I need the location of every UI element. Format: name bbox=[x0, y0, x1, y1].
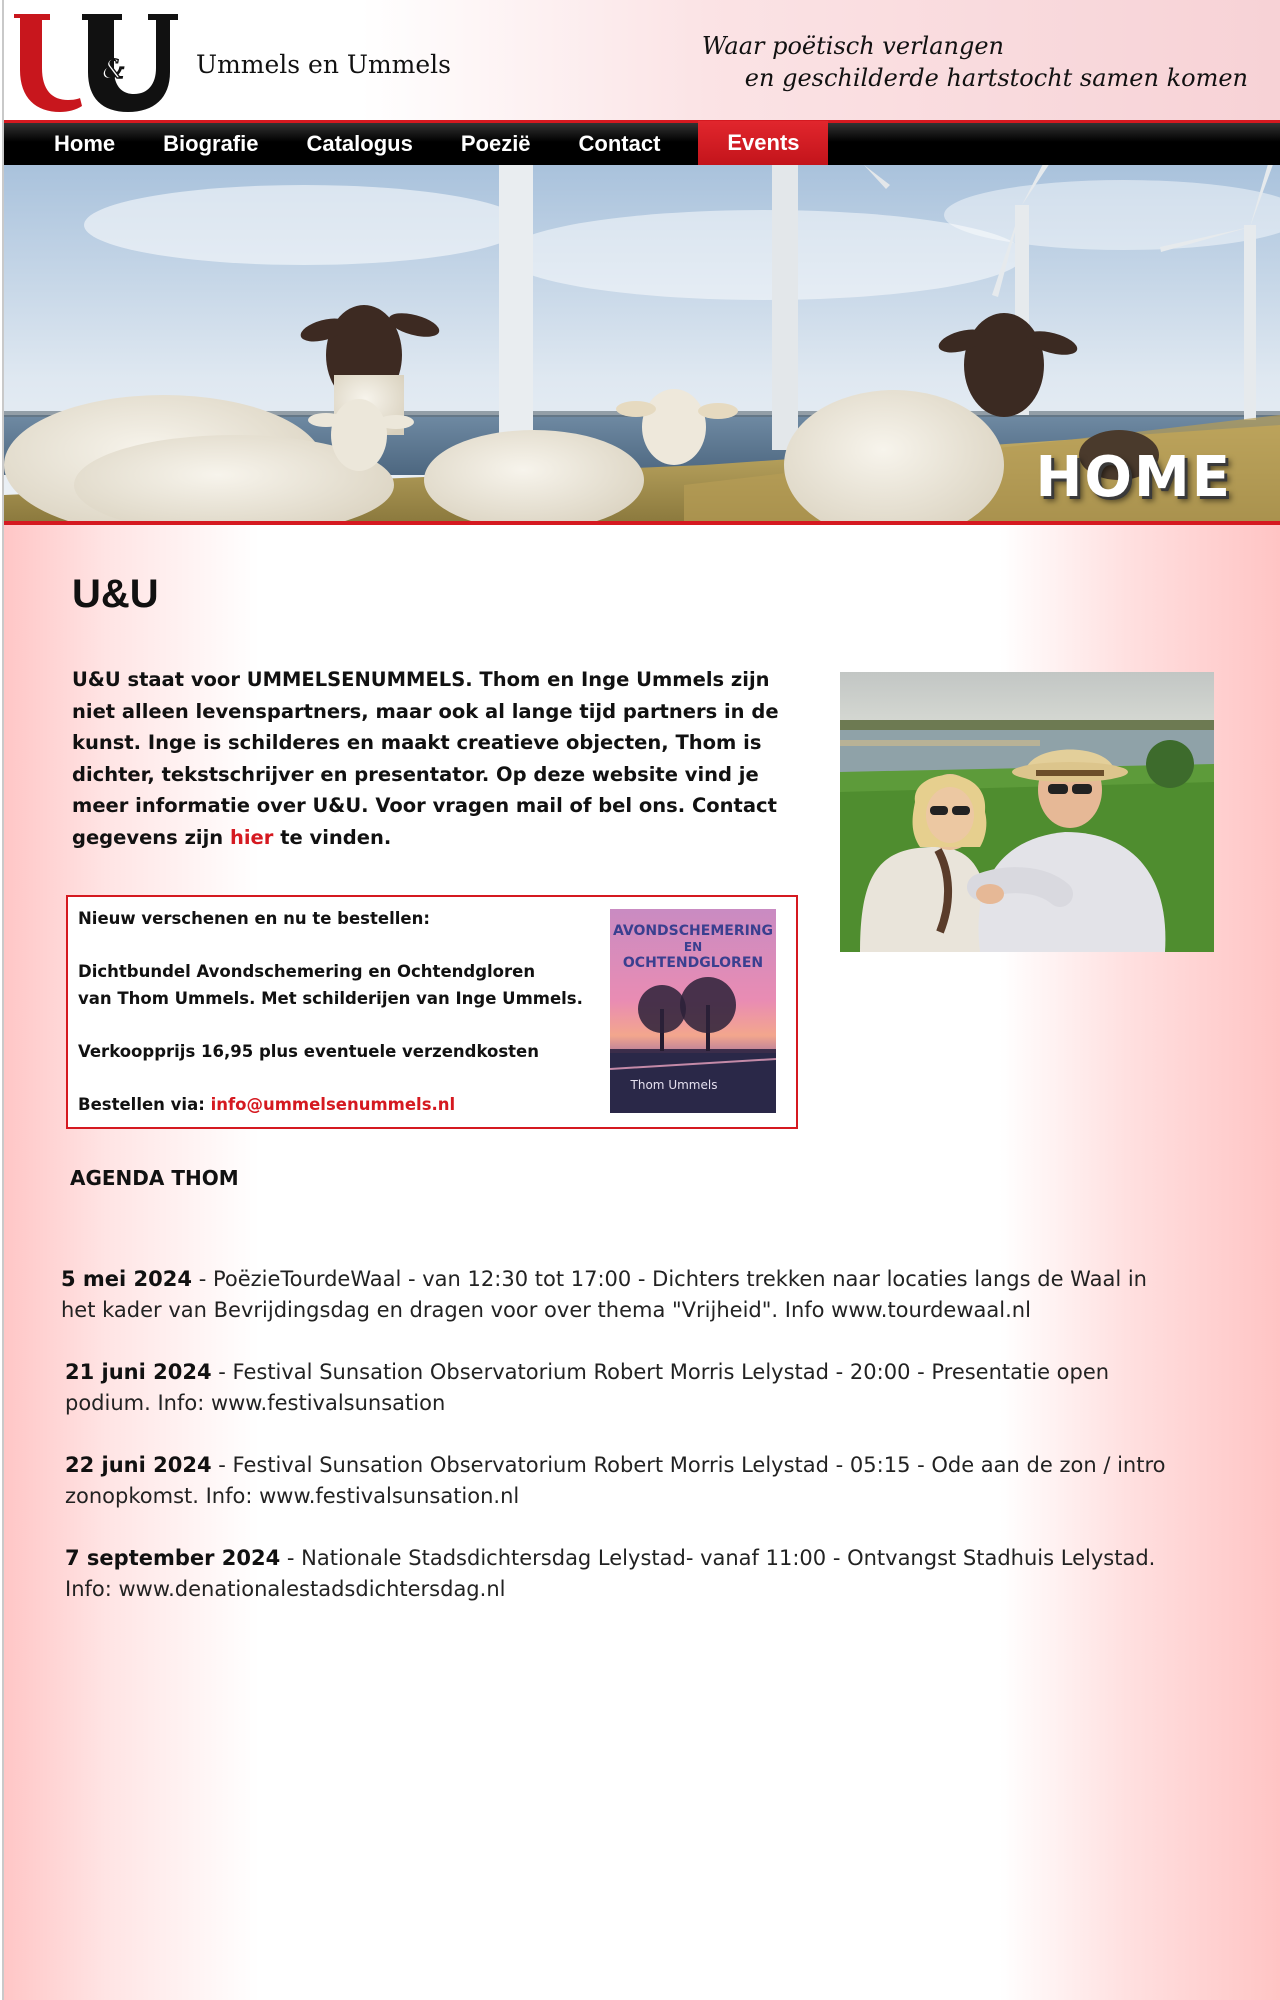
couple-photo bbox=[840, 672, 1214, 952]
agenda-date: 7 september 2024 bbox=[65, 1546, 281, 1570]
new-book-line-1: Dichtbundel Avondschemering en Ochtendgloren bbox=[78, 962, 536, 981]
nav-item-home[interactable]: Home bbox=[54, 131, 116, 156]
order-label: Bestellen via: bbox=[78, 1095, 211, 1114]
site-tagline bbox=[702, 30, 1248, 94]
nav-item-events[interactable]: Events bbox=[698, 121, 828, 165]
nav-item-contact[interactable]: Contact bbox=[578, 131, 661, 156]
order-email-link[interactable]: info@ummelsenummels.nl bbox=[210, 1095, 456, 1114]
agenda-date: 22 juni 2024 bbox=[65, 1453, 212, 1477]
agenda-text: - PoëzieTourdeWaal - van 12:30 tot 17:00 - Dichters trekken naar locaties langs de Waal in het kader van Bevrijdingsdag en dragen voor over thema "Vrijheid". Info www.tourdewaal.nl bbox=[61, 1267, 1147, 1322]
contact-link[interactable]: hier bbox=[229, 825, 274, 849]
nav-item-poezie[interactable]: Poezië bbox=[460, 131, 531, 156]
book-cover bbox=[610, 909, 776, 1113]
new-book-description bbox=[78, 958, 598, 1012]
page bbox=[2, 0, 1280, 2000]
book-cover-title-3: OCHTENDGLOREN bbox=[622, 955, 764, 971]
new-book-order bbox=[78, 1091, 598, 1118]
new-book-heading: Nieuw verschenen en nu te bestellen: bbox=[78, 909, 430, 928]
intro-text: U&U staat voor UMMELSENUMMELS. Thom en Inge Ummels zijn niet alleen levenspartners, maar ook al lange tijd partners in de kunst. Inge is schilderes en maakt creatieve objecten, Thom is dichter, tekstschrijver en presentator. Op deze website vind je meer informatie over U&U. Voor vragen mail of bel ons. Contact gegevens zijn bbox=[72, 668, 779, 849]
agenda-title: AGENDA THOM bbox=[70, 1166, 239, 1190]
agenda-item bbox=[61, 1264, 1181, 1326]
site-name: Ummels en Ummels bbox=[196, 50, 451, 79]
agenda-date: 21 juni 2024 bbox=[65, 1360, 212, 1384]
nav-item-catalogus[interactable]: Catalogus bbox=[306, 131, 413, 156]
site-logo[interactable] bbox=[10, 10, 192, 114]
new-book-box bbox=[66, 895, 798, 1129]
hero-banner bbox=[4, 165, 1280, 525]
intro-text-end: te vinden. bbox=[273, 825, 392, 849]
book-cover-title-2: EN bbox=[683, 940, 703, 954]
agenda-item bbox=[61, 1357, 1181, 1419]
book-cover-author: Thom Ummels bbox=[630, 1078, 718, 1092]
agenda-date: 5 mei 2024 bbox=[61, 1267, 193, 1291]
agenda-text: - Festival Sunsation Observatorium Robert Morris Lelystad - 20:00 - Presentatie open podium. Info: www.festivalsunsation bbox=[65, 1360, 1110, 1415]
nav-item-biografie[interactable]: Biografie bbox=[163, 131, 259, 156]
site-header bbox=[4, 0, 1280, 123]
agenda-list bbox=[61, 1264, 1181, 1636]
book-cover-title-1: AVONDSCHEMERING bbox=[612, 923, 774, 939]
hero-title: HOME bbox=[1035, 445, 1232, 510]
main-navigation bbox=[4, 123, 1280, 165]
agenda-text: - Nationale Stadsdichtersdag Lelystad- vanaf 11:00 - Ontvangst Stadhuis Lelystad. Info: www.denationalestadsdichtersdag.nl bbox=[65, 1546, 1156, 1601]
agenda-item bbox=[61, 1450, 1181, 1512]
tagline-line-1: Waar poëtisch verlangen bbox=[701, 32, 1004, 60]
tagline-line-2: en geschilderde hartstocht samen komen bbox=[744, 64, 1248, 92]
agenda-item bbox=[61, 1543, 1181, 1605]
svg-text:&: & bbox=[102, 55, 126, 85]
intro-paragraph bbox=[72, 664, 802, 853]
new-book-price: Verkoopprijs 16,95 plus eventuele verzendkosten bbox=[78, 1042, 539, 1061]
new-book-line-2: van Thom Ummels. Met schilderijen van Inge Ummels. bbox=[78, 989, 583, 1008]
page-title: U&U bbox=[72, 572, 159, 616]
agenda-text: - Festival Sunsation Observatorium Robert Morris Lelystad - 05:15 - Ode aan de zon / intro zonopkomst. Info: www.festivalsunsation.nl bbox=[65, 1453, 1166, 1508]
new-book-text bbox=[78, 905, 598, 1144]
